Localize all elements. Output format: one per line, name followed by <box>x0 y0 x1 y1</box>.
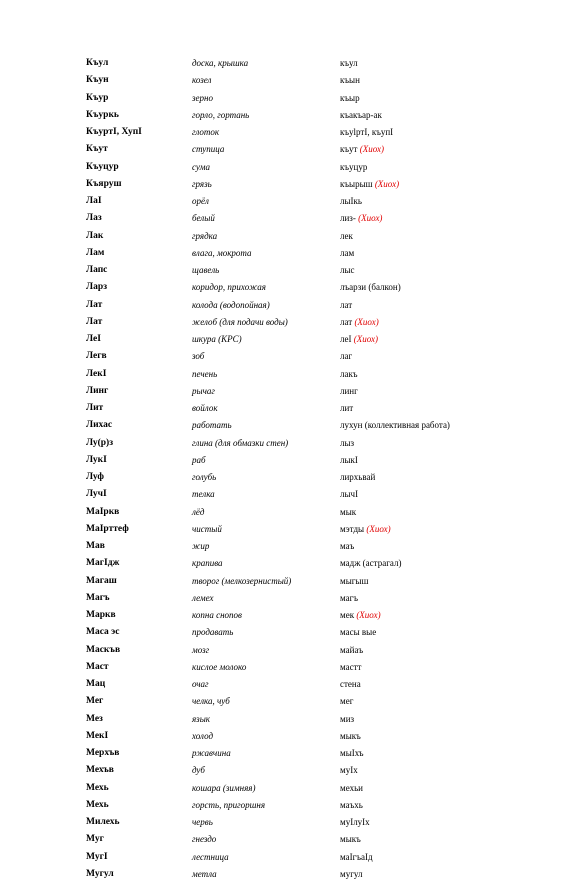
headword: Лаз <box>86 213 102 224</box>
headword: Къун <box>86 75 109 86</box>
table-row <box>86 366 526 383</box>
translation: орёл <box>192 196 209 206</box>
headword: МаIркв <box>86 506 120 517</box>
table-row <box>86 780 526 797</box>
table-row <box>86 124 526 141</box>
headword: МекI <box>86 730 109 741</box>
equivalent: лакъ <box>340 368 358 379</box>
headword: МугI <box>86 851 108 862</box>
equivalent-cell <box>340 452 358 469</box>
equivalent-cell <box>340 279 401 296</box>
equivalent: маIгъаIд <box>340 851 373 862</box>
equivalent: мэтды <box>340 523 365 534</box>
translation: шкура (КРС) <box>192 334 242 344</box>
table-row <box>86 814 526 831</box>
translation: кислое молоко <box>192 661 247 672</box>
table-row <box>86 797 526 814</box>
table-row <box>86 435 526 452</box>
table-row <box>86 762 526 779</box>
equivalent-cell <box>340 797 363 814</box>
equivalent: муIлуIх <box>340 817 370 827</box>
translation: копна снопов <box>192 610 242 620</box>
equivalent: масы вые <box>340 627 377 638</box>
headword: Линг <box>86 385 109 396</box>
translation: белый <box>192 213 215 224</box>
table-row <box>86 538 526 555</box>
translation: кошара (зимняя) <box>192 782 256 793</box>
headword: Къур <box>86 92 109 103</box>
translation: продавать <box>192 627 234 638</box>
equivalent-cell <box>340 745 364 762</box>
table-row <box>86 400 526 417</box>
headword: ЛукI <box>86 454 107 465</box>
headword: Къут <box>86 144 108 155</box>
equivalent-cell <box>340 210 382 227</box>
equivalent-cell <box>340 504 356 521</box>
table-row <box>86 141 526 158</box>
headword: Легв <box>86 351 107 362</box>
headword: Мег <box>86 696 104 707</box>
translation: желоб (для подачи воды) <box>192 316 288 327</box>
headword: Лам <box>86 247 105 258</box>
table-row <box>86 176 526 193</box>
headword: Мехь <box>86 799 109 810</box>
translation: коридор, прихожая <box>192 282 266 293</box>
translation: колода (водопойная) <box>192 299 270 310</box>
table-row <box>86 831 526 848</box>
translation: грязь <box>192 178 212 189</box>
equivalent-cell <box>340 348 352 365</box>
headword: Маскъв <box>86 644 121 655</box>
table-row <box>86 693 526 710</box>
equivalent-cell <box>340 849 373 866</box>
table-row <box>86 107 526 124</box>
equivalent: маъхь <box>340 799 363 810</box>
headword: Мехь <box>86 782 109 793</box>
equivalent: лыIкь <box>340 196 363 206</box>
headword: ЛекI <box>86 368 107 379</box>
translation: доска, крышка <box>192 58 249 68</box>
translation: глоток <box>192 127 220 137</box>
table-row <box>86 417 526 434</box>
equivalent-cell <box>340 573 368 590</box>
table-row <box>86 297 526 314</box>
equivalent-cell <box>340 831 361 848</box>
equivalent-cell <box>340 400 353 417</box>
translation: телка <box>192 489 215 500</box>
equivalent-cell <box>340 331 378 348</box>
equivalent: лиз- <box>340 213 356 224</box>
headword: Мав <box>86 541 105 551</box>
equivalent: мыкъ <box>340 730 361 741</box>
translation: очаг <box>192 679 209 689</box>
equivalent-cell <box>340 314 379 331</box>
headword: ЛучI <box>86 489 107 500</box>
headword: МагIдж <box>86 558 120 569</box>
equivalent-cell <box>340 711 354 728</box>
equivalent: къуlртI, къупI <box>340 127 394 137</box>
table-row <box>86 159 526 176</box>
equivalent: мыкъ <box>340 834 361 845</box>
equivalent-cell <box>340 297 352 314</box>
equivalent: муIх <box>340 765 358 776</box>
table-row <box>86 452 526 469</box>
translation: холод <box>192 730 214 741</box>
headword: ЛаI <box>86 196 102 206</box>
equivalent-cell <box>340 159 367 176</box>
table-row <box>86 504 526 521</box>
equivalent-cell <box>340 676 361 693</box>
translation: гнездо <box>192 834 217 845</box>
translation: зерно <box>192 92 213 103</box>
table-row <box>86 348 526 365</box>
table-row <box>86 486 526 503</box>
equivalent-cell <box>340 486 358 503</box>
translation: горсть, пригоршня <box>192 799 266 810</box>
source-note: (Хиох) <box>356 610 381 620</box>
equivalent: мугул <box>340 868 363 879</box>
equivalent: лухун (коллективная работа) <box>340 420 450 431</box>
equivalent-cell <box>340 607 381 624</box>
translation: раб <box>192 454 206 465</box>
equivalent-cell <box>340 90 360 107</box>
headword: Муг <box>86 834 104 845</box>
translation: козел <box>192 75 212 86</box>
table-row <box>86 659 526 676</box>
headword: Къуркь <box>86 109 119 120</box>
equivalent: мек <box>340 610 355 620</box>
translation: щавель <box>192 265 220 275</box>
headword: Ларз <box>86 282 108 293</box>
equivalent-cell <box>340 383 358 400</box>
source-note: (Хиох) <box>374 178 400 189</box>
equivalent: мык <box>340 506 357 517</box>
translation: печень <box>192 368 218 379</box>
translation: крапива <box>192 558 223 569</box>
equivalent: къыр <box>340 92 360 103</box>
source-note: (Хиох) <box>353 334 379 344</box>
equivalent-cell <box>340 366 358 383</box>
equivalent: къут <box>340 144 358 155</box>
table-row <box>86 711 526 728</box>
headword: КъуртI, ХупI <box>86 127 142 137</box>
table-row <box>86 245 526 262</box>
equivalent: мастт <box>340 661 362 672</box>
translation: зоб <box>192 351 205 362</box>
equivalent: лирхьвай <box>340 472 376 482</box>
translation: войлок <box>192 403 218 413</box>
headword: Маст <box>86 661 109 672</box>
headword: Милехь <box>86 817 120 827</box>
table-row <box>86 383 526 400</box>
equivalent: майаъ <box>340 644 364 655</box>
headword: Маса эс <box>86 627 120 638</box>
translation: влага, мокрота <box>192 247 252 258</box>
translation: работать <box>192 420 232 431</box>
equivalent: лам <box>340 247 355 258</box>
table-row <box>86 72 526 89</box>
equivalent-cell <box>340 762 358 779</box>
table-row <box>86 590 526 607</box>
translation: мозг <box>192 644 210 655</box>
headword: Къуцур <box>86 161 119 172</box>
equivalent: лыс <box>340 265 355 275</box>
table-row <box>86 866 526 883</box>
translation: лемех <box>192 592 214 603</box>
equivalent: къырыш <box>340 178 373 189</box>
translation: лёд <box>192 506 205 517</box>
equivalent-cell <box>340 521 391 538</box>
translation: лестница <box>192 851 229 862</box>
equivalent-cell <box>340 228 353 245</box>
equivalent: лат <box>340 316 353 327</box>
table-row <box>86 555 526 572</box>
equivalent: лек <box>340 230 353 241</box>
table-row <box>86 262 526 279</box>
equivalent: къын <box>340 75 360 86</box>
equivalent-cell <box>340 642 363 659</box>
headword: ЛеI <box>86 334 101 344</box>
equivalent: лит <box>340 403 354 413</box>
vocabulary-table <box>86 55 526 883</box>
equivalent-cell <box>340 659 362 676</box>
headword: Лихас <box>86 420 113 431</box>
table-row <box>86 210 526 227</box>
headword: Лит <box>86 403 104 413</box>
headword: Магаш <box>86 575 117 586</box>
equivalent-cell <box>340 435 354 452</box>
equivalent: мыгыш <box>340 575 369 586</box>
equivalent: лаг <box>340 351 353 362</box>
translation: рычаг <box>192 385 215 396</box>
equivalent-cell <box>340 176 399 193</box>
table-row <box>86 607 526 624</box>
equivalent-cell <box>340 814 370 831</box>
table-row <box>86 228 526 245</box>
headword: Къул <box>86 58 109 68</box>
translation: ржавчина <box>192 748 231 758</box>
equivalent-cell <box>340 538 354 555</box>
equivalent: лъарзи (балкон) <box>340 282 401 293</box>
headword: Луф <box>86 472 104 482</box>
translation: творог (мелкозернистый) <box>192 575 292 586</box>
translation: дуб <box>192 765 205 776</box>
equivalent-cell <box>340 693 353 710</box>
equivalent-cell <box>340 262 355 279</box>
table-row <box>86 624 526 641</box>
table-row <box>86 642 526 659</box>
equivalent-cell <box>340 555 401 572</box>
equivalent-cell <box>340 245 354 262</box>
equivalent-cell <box>340 624 376 641</box>
table-row <box>86 90 526 107</box>
table-row <box>86 745 526 762</box>
translation: метла <box>192 868 217 879</box>
headword: Мугул <box>86 868 114 879</box>
headword: Лат <box>86 316 103 327</box>
equivalent: стена <box>340 679 361 689</box>
translation: ступица <box>192 144 225 155</box>
headword: Лапс <box>86 265 108 275</box>
source-note: (Хиох) <box>354 316 379 327</box>
equivalent-cell <box>340 780 363 797</box>
headword: Лу(р)з <box>86 437 114 448</box>
headword: МаIрттеф <box>86 523 129 534</box>
table-row <box>86 676 526 693</box>
equivalent: мадж (астрагал) <box>340 558 402 569</box>
equivalent: миз <box>340 713 355 724</box>
headword: Мез <box>86 713 103 724</box>
equivalent-cell <box>340 728 361 745</box>
table-row <box>86 193 526 210</box>
equivalent-cell <box>340 866 362 883</box>
table-row <box>86 314 526 331</box>
translation: чистый <box>192 523 222 534</box>
equivalent-cell <box>340 72 360 89</box>
table-row <box>86 521 526 538</box>
equivalent: лыз <box>340 437 355 448</box>
headword: Къяруш <box>86 178 122 189</box>
translation: червь <box>192 817 213 827</box>
equivalent: къуцур <box>340 161 368 172</box>
translation: горло, гортань <box>192 109 250 120</box>
table-row <box>86 469 526 486</box>
headword: Мац <box>86 679 106 689</box>
equivalent-cell <box>340 590 358 607</box>
headword: Магъ <box>86 592 110 603</box>
source-note: (Хиох) <box>359 144 385 155</box>
equivalent: мег <box>340 696 354 707</box>
translation: голубь <box>192 472 217 482</box>
translation: сума <box>192 161 210 172</box>
equivalent-cell <box>340 193 362 210</box>
equivalent-cell <box>340 107 382 124</box>
equivalent: къакъар-ак <box>340 109 382 120</box>
equivalent: магъ <box>340 592 358 603</box>
translation: челка, чуб <box>192 696 230 707</box>
translation: грядка <box>192 230 218 241</box>
headword: Мерхъв <box>86 748 120 758</box>
headword: Мехъв <box>86 765 114 776</box>
headword: Лак <box>86 230 104 241</box>
equivalent-cell <box>340 124 393 141</box>
equivalent: лат <box>340 299 353 310</box>
equivalent: линг <box>340 385 358 396</box>
source-note: (Хиох) <box>358 213 383 224</box>
translation: жир <box>192 541 210 551</box>
equivalent-cell <box>340 469 375 486</box>
table-row <box>86 55 526 72</box>
table-row <box>86 573 526 590</box>
table-row <box>86 279 526 296</box>
table-row <box>86 728 526 745</box>
translation: глина (для обмазки стен) <box>192 437 289 448</box>
source-note: (Хиох) <box>366 523 391 534</box>
equivalent: лычI <box>340 489 359 500</box>
equivalent: мыIхъ <box>340 748 364 758</box>
table-row <box>86 849 526 866</box>
equivalent: лeI <box>340 334 352 344</box>
equivalent-cell <box>340 55 358 72</box>
equivalent-cell <box>340 141 384 158</box>
equivalent: къул <box>340 58 358 68</box>
equivalent: лыкI <box>340 454 358 465</box>
equivalent: мехьи <box>340 782 363 793</box>
headword: Маркв <box>86 610 116 620</box>
translation: язык <box>192 713 210 724</box>
table-row <box>86 331 526 348</box>
equivalent: маъ <box>340 541 355 551</box>
equivalent-cell <box>340 417 450 434</box>
headword: Лат <box>86 299 103 310</box>
